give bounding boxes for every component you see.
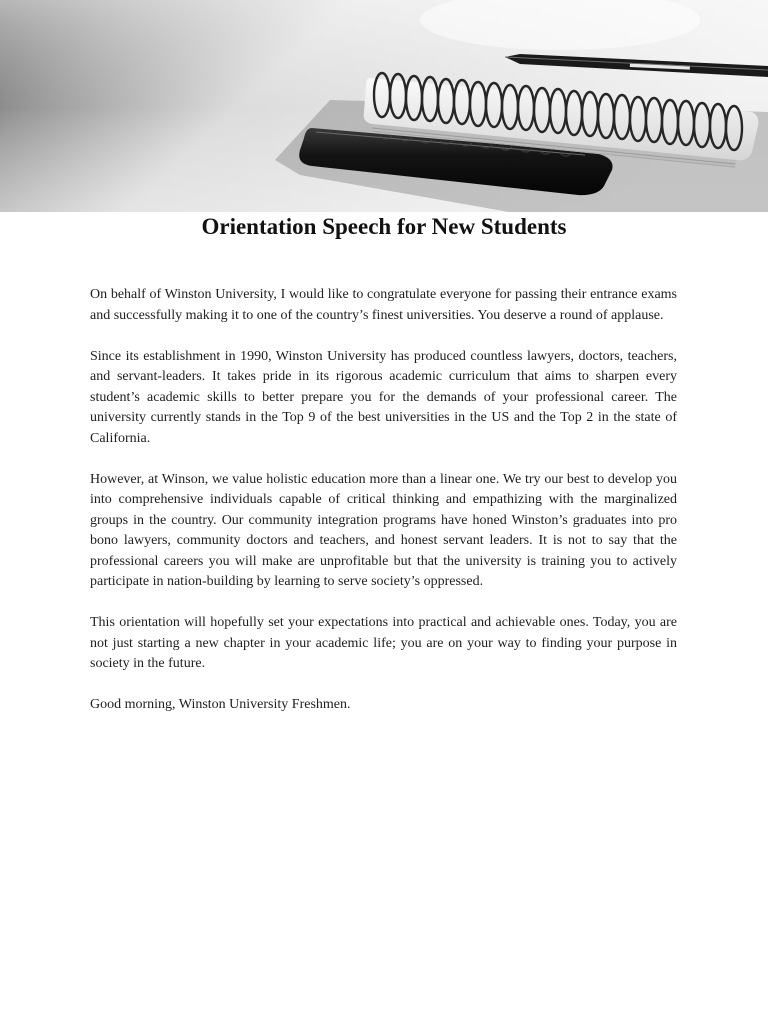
paragraph: However, at Winson, we value holistic education more than a linear one. We try our best to develop you into comprehensive individuals capable of critical thinking and empathizing with the marginalized groups in the country. Our community integration programs have honed Winston’s graduates into pro bono lawyers, community doctors and teachers, and honest servant leaders. It is not to say that the professional careers you will make are unprofitable but that the university is training you to actively participate in nation-building by learning to serve society’s oppressed. [90,471,677,589]
speech-body [90,285,677,736]
closing-line: Good morning, Winston University Freshmen. [90,697,351,712]
header-image [0,0,768,214]
paragraph: Since its establishment in 1990, Winston University has produced countless lawyers, doctors, teachers, and servant-leaders. It takes pride in its rigorous academic curriculum that aims to sharpen every student’s academic skills to better prepare you for the demands of your professional career. The university currently stands in the Top 9 of the best universities in the US and the Top 2 in the state of California. [90,348,677,446]
paragraph: On behalf of Winston University, I would like to congratulate everyone for passing their entrance exams and successfully making it to one of the country’s finest universities. You deserve a round of applause. [90,287,677,323]
document-title: Orientation Speech for New Students [201,214,567,239]
desk-photo [0,0,768,214]
paragraph: This orientation will hopefully set your expectations into practical and achievable ones. Today, you are not just starting a new chapter in your academic life; you are on your way to finding your purpose in society in the future. [90,615,677,671]
